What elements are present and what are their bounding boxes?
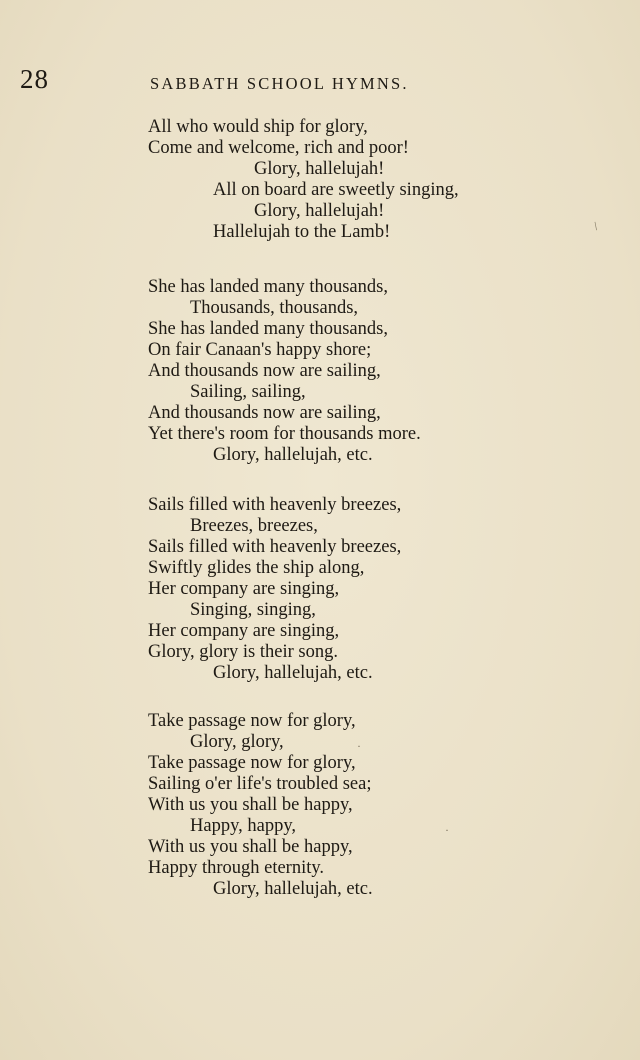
verse-line: Singing, singing, xyxy=(190,600,316,620)
verse-line: Glory, hallelujah, etc. xyxy=(213,445,373,465)
verse-line: With us you shall be happy, xyxy=(148,837,353,857)
running-title: SABBATH SCHOOL HYMNS. xyxy=(150,74,409,93)
verse-line: Glory, hallelujah! xyxy=(254,159,385,179)
verse-line: Sails filled with heavenly breezes, xyxy=(148,495,402,515)
verse-line: Take passage now for glory, xyxy=(148,711,356,731)
verse-line: Sailing, sailing, xyxy=(190,382,306,402)
verse-line: With us you shall be happy, xyxy=(148,795,353,815)
verse-line: Hallelujah to the Lamb! xyxy=(213,222,391,242)
verse-line: Glory, hallelujah, etc. xyxy=(213,879,373,899)
verse-line: Sails filled with heavenly breezes, xyxy=(148,537,402,557)
page-number: 28 xyxy=(20,64,49,94)
verse-line: On fair Canaan's happy shore; xyxy=(148,340,372,360)
verse-line: Happy, happy, xyxy=(190,816,297,836)
verse-line: Breezes, breezes, xyxy=(190,516,318,536)
paper-speck: / xyxy=(590,219,601,233)
verse-line: And thousands now are sailing, xyxy=(148,361,381,381)
verse-line: She has landed many thousands, xyxy=(148,319,388,339)
verse-line: Sailing o'er life's troubled sea; xyxy=(148,774,372,794)
verse-line: Glory, glory is their song. xyxy=(148,642,338,662)
verse-line: Glory, hallelujah! xyxy=(254,201,385,221)
verse-line: Take passage now for glory, xyxy=(148,753,356,773)
verse-line: Come and welcome, rich and poor! xyxy=(148,138,409,158)
verse-line: Glory, glory, xyxy=(190,732,284,752)
verse-line: All on board are sweetly singing, xyxy=(213,180,459,200)
verse-line: All who would ship for glory, xyxy=(148,117,368,137)
verse-line: She has landed many thousands, xyxy=(148,277,388,297)
verse-line: Thousands, thousands, xyxy=(190,298,359,318)
verse-line: Her company are singing, xyxy=(148,579,340,599)
verse-line: And thousands now are sailing, xyxy=(148,403,381,423)
verse-line: Her company are singing, xyxy=(148,621,340,641)
verse-line: Swiftly glides the ship along, xyxy=(148,558,365,578)
paper-speck: · xyxy=(445,823,449,837)
verse-line: Yet there's room for thousands more. xyxy=(148,424,421,444)
paper-speck: · xyxy=(357,739,361,753)
verse-line: Happy through eternity. xyxy=(148,858,325,878)
verse-line: Glory, hallelujah, etc. xyxy=(213,663,373,683)
